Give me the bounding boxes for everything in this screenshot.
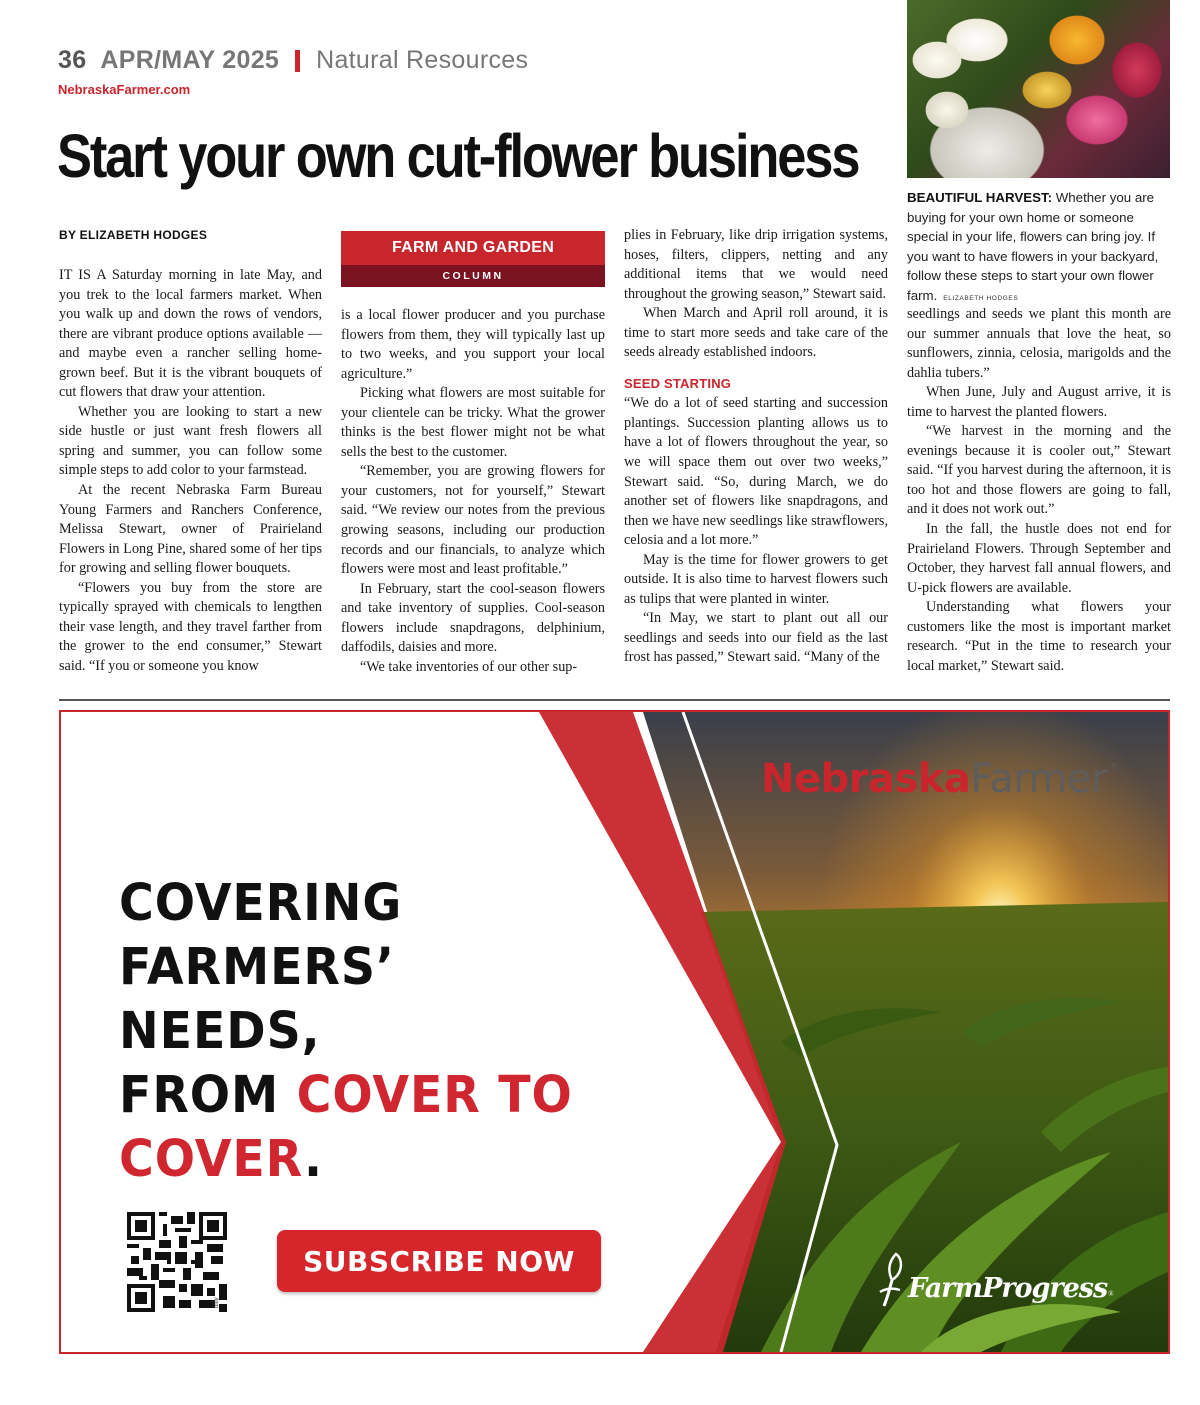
photo-caption bbox=[907, 188, 1172, 308]
article-column-2 bbox=[341, 306, 605, 677]
page-number: 36 bbox=[58, 46, 87, 74]
ad-headline-highlight: COVER bbox=[119, 1130, 305, 1189]
section-rule bbox=[59, 699, 1170, 701]
ad-headline-line: FARMERS’ NEEDS, bbox=[119, 938, 395, 1061]
ad-headline-line bbox=[119, 1128, 603, 1192]
logo-part-farmer: Farmer bbox=[970, 756, 1107, 802]
article-column-4 bbox=[907, 305, 1171, 676]
paragraph: “We take inventories of our other sup- bbox=[360, 658, 578, 675]
paragraph: IT IS A Saturday morning in late May, and you trek to the local farmers market. When you walk up and down the rows of vendors, there are vibrant produce options available — and maybe even a rancher selling home-grown beef. But it is the vibrant bouquets of cut flowers that draw your attention. bbox=[59, 267, 322, 401]
flower-bouquet-photo bbox=[907, 0, 1170, 178]
ad-headline-highlight: COVER TO bbox=[296, 1066, 573, 1125]
farm-progress-leaf-icon bbox=[876, 1252, 908, 1308]
farm-progress-wordmark: FarmProgress bbox=[908, 1273, 1108, 1304]
photo-credit: ELIZABETH HODGES bbox=[943, 294, 1019, 302]
paragraph: “We do a lot of seed starting and succession plantings. Succession planting allows us to have a lot of flowers throughout the year, so we will space them out over two weeks,” Stewart said. “So, during March, we do another set of flowers like snapdragons, and then we have new seedlings like strawflowers, celosia and a lot more.” bbox=[624, 395, 888, 549]
paragraph: plies in February, like drip irrigation systems, hoses, filters, clippers, netting and any additional items that we would need throughout the growing season,” Stewart said. bbox=[624, 227, 888, 302]
section-divider bbox=[295, 50, 300, 72]
caption-text: Whether you are buying for your own home or someone special in your life, flowers can bring joy. If you want to have flowers in your backyard, follow these steps to start your own flower farm. bbox=[907, 190, 1159, 303]
paragraph: “Remember, you are growing flowers for your customers, not for yourself,” Stewart said. “We review our notes from the previous growing seasons, including our production records and our financials, to analyze which flowers were most and least profitable.” bbox=[341, 463, 605, 578]
registered-mark: ® bbox=[1108, 762, 1118, 772]
farm-progress-logo bbox=[876, 1252, 1114, 1308]
paragraph: Picking what flowers are most suitable for your clientele can be tricky. What the grower thinks is the best flower might not be what sells the best to the customer. bbox=[341, 385, 605, 460]
issue-date: APR/MAY 2025 bbox=[100, 46, 280, 74]
paragraph: In the fall, the hustle does not end for Prairieland Flowers. Through September and October, they harvest fall annual flowers, and U-pick flowers are available. bbox=[907, 521, 1171, 596]
nebraska-farmer-logo bbox=[761, 756, 1117, 802]
paragraph: In February, start the cool-season flowers and take inventory of supplies. Cool-season flowers include snapdragons, delphinium, daffodils, daisies and more. bbox=[341, 580, 605, 656]
subscribe-now-button[interactable]: SUBSCRIBE NOW bbox=[277, 1230, 601, 1292]
qr-code-icon[interactable] bbox=[127, 1212, 227, 1312]
column-tag-subtitle: COLUMN bbox=[341, 265, 605, 287]
paragraph: seedlings and seeds we plant this month are our summer annuals that love the heat, so sunflowers, zinnia, celosia, marigolds and the dahlia tubers.” bbox=[907, 306, 1171, 381]
paragraph: When March and April roll around, it is time to start more seeds and take care of the seeds already established indoors. bbox=[624, 305, 888, 361]
qr-tag: bitly bbox=[214, 1297, 220, 1308]
section-name: Natural Resources bbox=[316, 46, 529, 74]
column-tag-title: FARM AND GARDEN bbox=[341, 231, 605, 265]
ad-headline-text: FROM bbox=[119, 1066, 297, 1125]
paragraph: “In May, we start to plant out all our seedlings and seeds into our field as the last frost has passed,” Stewart said. “Many of the bbox=[624, 610, 888, 666]
paragraph: is a local flower producer and you purchase flowers from them, they will typically last up to two weeks, and you support your local agriculture.” bbox=[341, 307, 605, 382]
byline: BY ELIZABETH HODGES bbox=[59, 228, 208, 242]
ad-headline bbox=[119, 872, 603, 1192]
logo-part-nebraska: Nebraska bbox=[761, 756, 971, 802]
paragraph: Understanding what flowers your customers like the most is important market research. “Put in the time to research your local market,” Stewart said. bbox=[907, 599, 1171, 674]
paragraph: May is the time for flower growers to get outside. It is also time to harvest flowers such as tulips that were planted in winter. bbox=[624, 551, 888, 607]
registered-mark: ® bbox=[1108, 1290, 1114, 1298]
paragraph: Whether you are looking to start a new side hustle or just want fresh flowers all spring and summer, you can follow some simple steps to add color to your farmstead. bbox=[59, 403, 322, 479]
ad-headline-text: . bbox=[304, 1130, 323, 1189]
subhead-seed-starting: SEED STARTING bbox=[624, 375, 732, 391]
caption-lead: BEAUTIFUL HARVEST: bbox=[907, 190, 1053, 205]
paragraph: At the recent Nebraska Farm Bureau Young Farmers and Ranchers Conference, Melissa Stewart, owner of Prairieland Flowers in Long Pine, shared some of her tips for growing and selling flower bouquets. bbox=[59, 482, 322, 577]
subscription-ad[interactable] bbox=[59, 710, 1170, 1354]
article-headline: Start your own cut-flower business bbox=[57, 122, 859, 190]
paragraph: “Flowers you buy from the store are typically sprayed with chemicals to lengthen their vase length, and they travel farther from the grower to the end consumer,” Stewart said. “If you or someone you know bbox=[59, 579, 322, 674]
article-column-3 bbox=[624, 226, 888, 668]
paragraph: “We harvest in the morning and the evenings because it is cooler out,” Stewart said. “If you harvest during the afternoon, it is too hot and those flowers are going to fall, and it does not work out.” bbox=[907, 423, 1171, 518]
ad-headline-line: COVERING bbox=[119, 874, 403, 933]
article-column-1 bbox=[59, 266, 322, 676]
column-tag bbox=[341, 231, 605, 287]
paragraph: When June, July and August arrive, it is time to harvest the planted flowers. bbox=[907, 384, 1171, 420]
folio bbox=[58, 46, 528, 75]
ad-headline-line bbox=[119, 1064, 603, 1128]
website-link[interactable]: NebraskaFarmer.com bbox=[58, 82, 191, 97]
